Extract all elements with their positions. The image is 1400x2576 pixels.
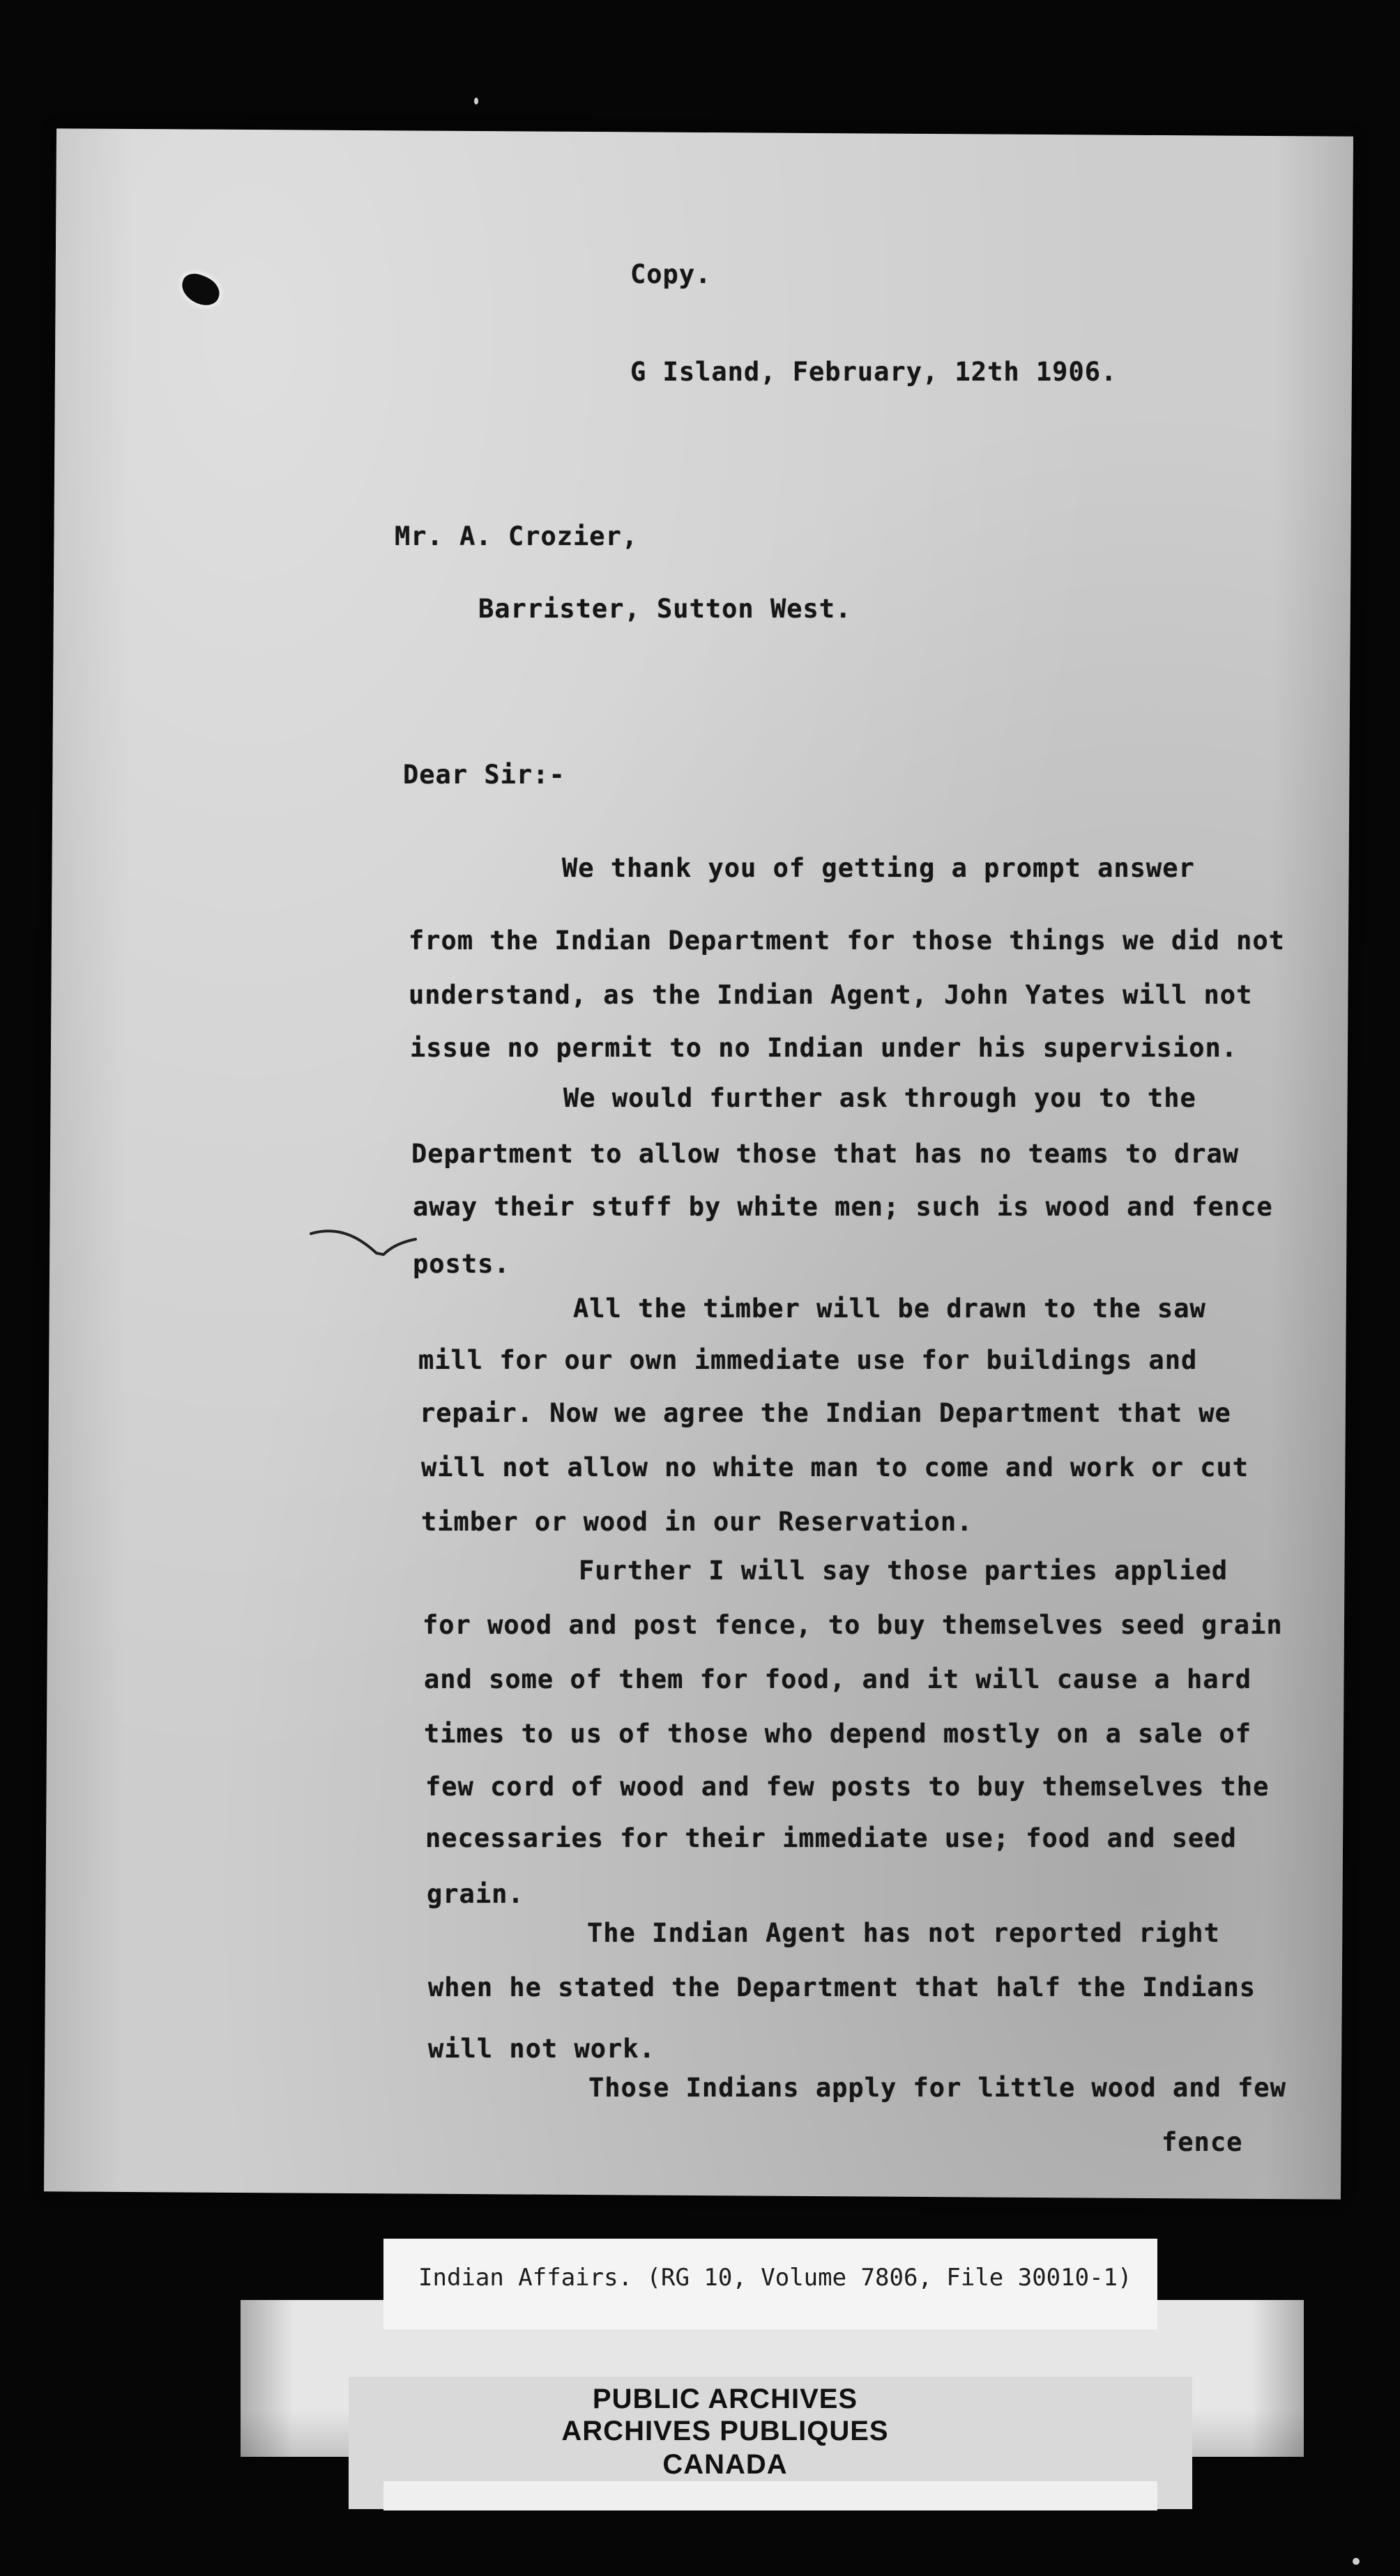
- stamp-line-country: CANADA: [662, 2449, 788, 2480]
- body-line: We thank you of getting a prompt answer: [562, 853, 1195, 883]
- body-line: from the Indian Department for those things we did not: [409, 926, 1285, 956]
- stamp-line-english: PUBLIC ARCHIVES: [592, 2384, 858, 2414]
- body-line: will not allow no white man to come and work or cut: [421, 1452, 1249, 1482]
- film-speck: [1353, 2558, 1360, 2565]
- bottom-label-strip: [383, 2481, 1157, 2510]
- body-line: understand, as the Indian Agent, John Yates will not: [409, 980, 1253, 1010]
- body-line: times to us of those who depend mostly on a sale of: [424, 1719, 1252, 1749]
- archive-reference: Indian Affairs. (RG 10, Volume 7806, File 30010-1): [418, 2264, 1132, 2292]
- body-line: necessaries for their immediate use; food and seed: [425, 1823, 1237, 1853]
- body-line: and some of them for food, and it will cause a hard: [424, 1664, 1252, 1694]
- body-line: We would further ask through you to the: [563, 1083, 1196, 1113]
- copy-heading: Copy.: [630, 259, 712, 289]
- salutation: Dear Sir:-: [403, 760, 565, 790]
- body-line: repair. Now we agree the Indian Department that we: [420, 1398, 1231, 1428]
- body-line: Further I will say those parties applied: [579, 1556, 1228, 1586]
- body-line: fence: [1162, 2127, 1243, 2157]
- body-line: few cord of wood and few posts to buy themselves the: [425, 1772, 1270, 1802]
- body-line: mill for our own immediate use for buildings and: [418, 1345, 1198, 1375]
- recipient-address: Barrister, Sutton West.: [478, 594, 852, 624]
- stamp-line-french: ARCHIVES PUBLIQUES: [561, 2416, 889, 2446]
- body-line: when he stated the Department that half the Indians: [428, 1972, 1256, 2002]
- body-line: timber or wood in our Reservation.: [421, 1507, 973, 1537]
- body-line: Those Indians apply for little wood and few: [588, 2073, 1286, 2103]
- recipient-name: Mr. A. Crozier,: [395, 521, 639, 551]
- body-line: will not work.: [428, 2034, 655, 2064]
- body-line: issue no permit to no Indian under his supervision.: [410, 1033, 1238, 1063]
- check-mark-annotation: [307, 1206, 418, 1268]
- film-speck: [474, 98, 478, 105]
- punch-hole: [177, 270, 223, 309]
- body-line: grain.: [427, 1879, 524, 1909]
- body-line: posts.: [413, 1249, 510, 1279]
- place-date: G Island, February, 12th 1906.: [630, 357, 1118, 387]
- body-line: All the timber will be drawn to the saw: [573, 1294, 1206, 1324]
- body-line: The Indian Agent has not reported right: [587, 1918, 1220, 1948]
- body-line: away their stuff by white men; such is wood and fence: [413, 1192, 1273, 1222]
- body-line: Department to allow those that has no teams to draw: [411, 1139, 1240, 1169]
- body-line: for wood and post fence, to buy themselves seed grain: [423, 1610, 1283, 1640]
